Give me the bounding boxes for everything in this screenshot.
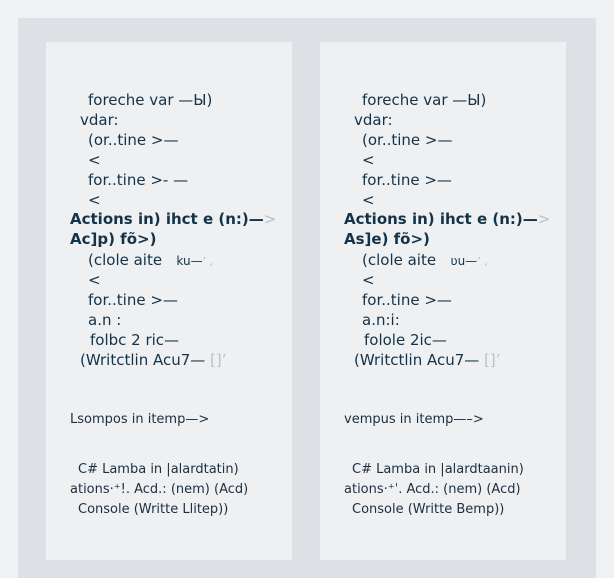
code-line: Ac]p) fõ>) <box>70 230 157 248</box>
code-line: Actions in) ihct e (n:)—> <box>344 210 551 228</box>
code-line: folole 2ic— <box>364 331 447 349</box>
code-line: for..tine >— <box>362 171 452 189</box>
code-line: (or..tine >— <box>88 131 179 149</box>
summary-line: C# Lamba in |alardtatin) <box>78 462 239 477</box>
code-line: (clole aite ʋu—’ , <box>362 251 488 269</box>
left-code-panel <box>46 42 292 560</box>
code-line: vdar: <box>354 111 393 129</box>
code-line: folbc 2 ric— <box>90 331 180 349</box>
code-line: < <box>362 191 375 209</box>
right-code-panel <box>320 42 566 560</box>
code-line: foreche var —Ы) <box>362 91 487 109</box>
code-line: < <box>88 151 101 169</box>
code-line: for..tine >- — <box>88 171 189 189</box>
code-line: < <box>88 271 101 289</box>
summary-line: ations·⁺ˈ. Acd.: (nem) (Acd) <box>344 482 521 497</box>
code-line: (Writctlin Acu7— []ʼ <box>80 351 227 369</box>
code-line: (Writctlin Acu7— []ʼ <box>354 351 501 369</box>
code-line: (clole aite ku—’ , <box>88 251 214 269</box>
summary-line: C# Lamba in |alardtaanin) <box>352 462 524 477</box>
caption-text: Lsompos in itemp—> <box>70 412 210 427</box>
code-line: for..tine >— <box>362 291 452 309</box>
code-line: < <box>362 151 375 169</box>
code-line: < <box>362 271 375 289</box>
code-line: Actions in) ihct e (n:)—> <box>70 210 277 228</box>
summary-line: Console (Writte Llitep)) <box>78 502 229 517</box>
code-line: a.n : <box>88 311 122 329</box>
code-line: for..tine >— <box>88 291 178 309</box>
summary-line: Console (Writte Bemp)) <box>352 502 505 517</box>
code-line: < <box>88 191 101 209</box>
caption-text: vempus in itemp—–> <box>344 412 484 427</box>
code-line: (or..tine >— <box>362 131 453 149</box>
code-line: vdar: <box>80 111 119 129</box>
code-line: a.n:i: <box>362 311 400 329</box>
code-line: foreche var —Ы) <box>88 91 213 109</box>
outer-frame <box>18 18 596 578</box>
code-line: As]e) fõ>) <box>344 230 430 248</box>
summary-line: ations·⁺!. Acd.: (nem) (Acd) <box>70 482 249 497</box>
